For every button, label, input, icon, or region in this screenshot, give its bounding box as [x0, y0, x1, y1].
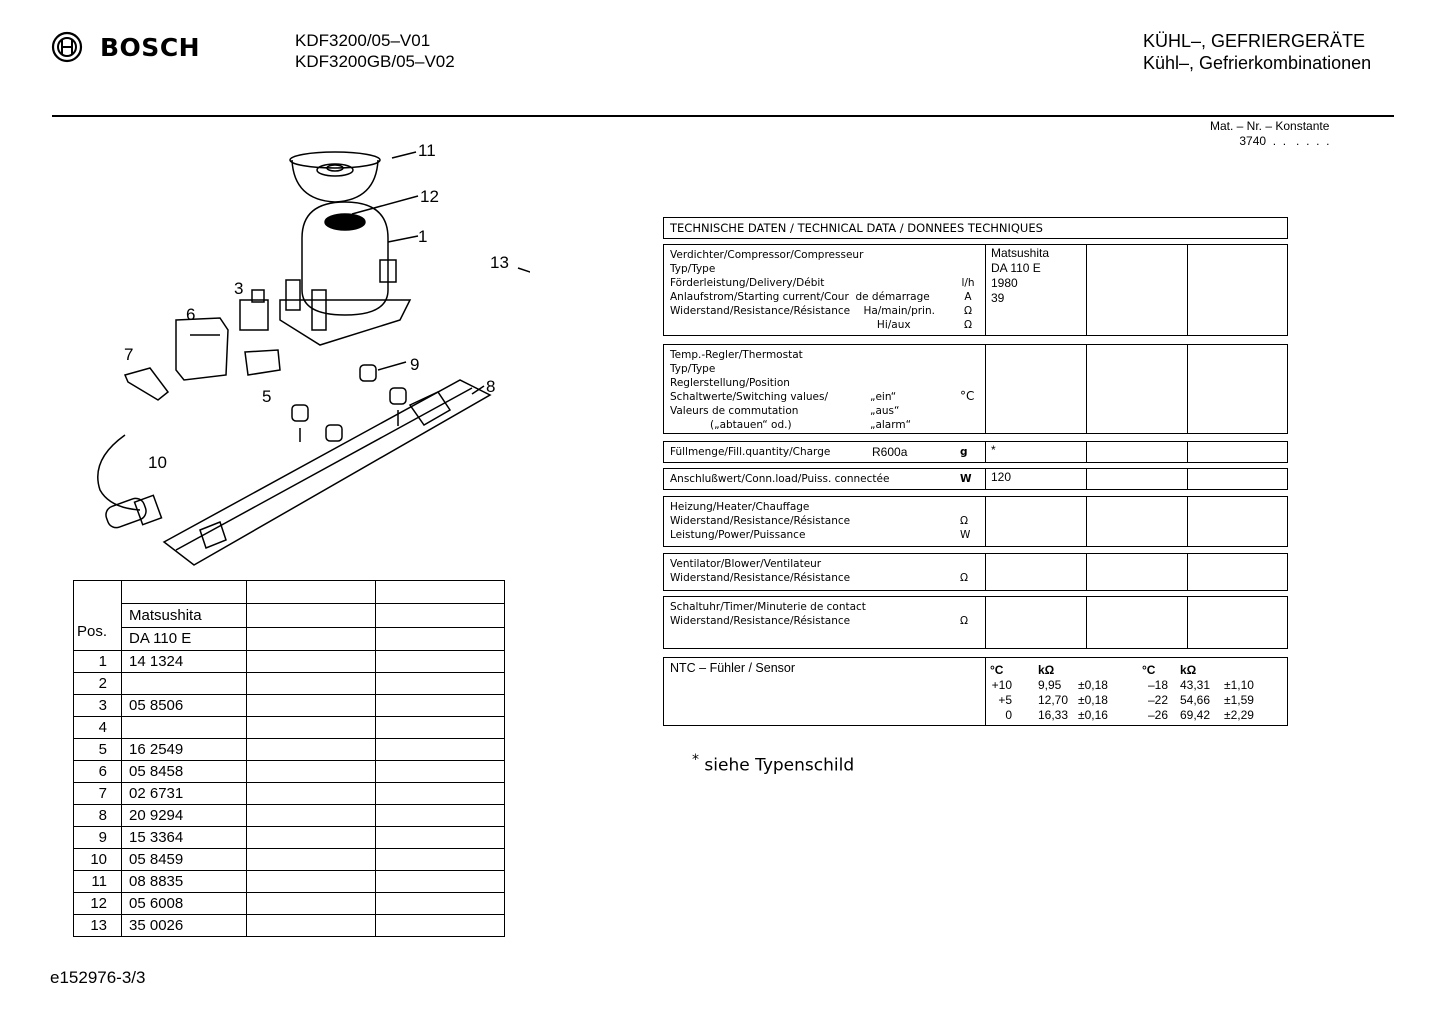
- part-1-compressor: [280, 202, 410, 345]
- pos-header: Pos.: [74, 581, 122, 651]
- table-row: [74, 849, 505, 871]
- table-cell: [122, 581, 247, 604]
- table-row: [74, 717, 505, 739]
- thermostat-states: „ein“ „aus“ „alarm“: [870, 391, 912, 431]
- empty-cell: [1187, 245, 1287, 335]
- connected-load-label: Anschlußwert/Conn.load/Puiss. connectée: [670, 473, 890, 485]
- model-number: KDF3200GB/05–V02: [295, 52, 455, 71]
- part-8-rail: [164, 380, 490, 565]
- part-11-cover: [290, 152, 380, 202]
- ntc-tolerance: ±0,16: [1078, 708, 1108, 722]
- ntc-temperature: 0: [1005, 708, 1012, 722]
- model-numbers: [295, 30, 455, 72]
- ntc-temp-header: °C: [990, 663, 1004, 677]
- blower-labels: Ventilator/Blower/Ventilateur Widerstand/Resistance/Résistance: [670, 558, 851, 584]
- document-id: e152976-3/3: [50, 968, 146, 987]
- part-position: 1: [74, 651, 122, 673]
- table-row: [74, 695, 505, 717]
- table-cell: [376, 783, 505, 805]
- model-number: KDF3200/05–V01: [295, 31, 431, 50]
- header-divider: [52, 115, 1394, 117]
- table-cell: [376, 827, 505, 849]
- part-position: 8: [74, 805, 122, 827]
- table-cell: [247, 893, 376, 915]
- table-cell: [247, 604, 376, 627]
- ntc-resistance-header: kΩ: [1180, 663, 1197, 677]
- ntc-resistance: 9,95: [1038, 678, 1062, 692]
- part-number: 08 8835: [122, 871, 247, 893]
- table-row: [74, 673, 505, 695]
- empty-cell: [985, 597, 1086, 648]
- table-cell: [376, 871, 505, 893]
- callout-1: 1: [418, 227, 428, 246]
- table-cell: [376, 915, 505, 937]
- category-line: KÜHL–, GEFRIERGERÄTE: [1143, 31, 1366, 51]
- table-cell: [247, 871, 376, 893]
- part-number: 14 1324: [122, 651, 247, 673]
- blower-units: Ω: [960, 572, 969, 584]
- table-row: [74, 604, 505, 627]
- part-position: 4: [74, 717, 122, 739]
- empty-cell: [1086, 597, 1187, 648]
- empty-cell: [1187, 442, 1287, 462]
- part-number: 05 8459: [122, 849, 247, 871]
- ntc-tolerance: ±0,18: [1078, 678, 1108, 692]
- callout-11: 11: [418, 141, 436, 160]
- heater-units: Ω W: [960, 515, 971, 541]
- part-3-relay: [240, 290, 268, 330]
- charge-unit: g: [960, 446, 968, 458]
- callout-13: 13: [490, 253, 509, 272]
- bosch-logo-icon: [50, 30, 84, 64]
- compressor-labels: Verdichter/Compressor/Compresseur Typ/Type Förderleistung/Delivery/Débit Anlaufstrom/Starting current/Cour de démarrage Widerstand/Resistance/Résistance Ha/main/prin. Hi/aux: [670, 249, 935, 331]
- thermostat-section: [663, 344, 1288, 434]
- empty-cell: [985, 497, 1086, 546]
- note-text: siehe Typenschild: [704, 755, 855, 776]
- ntc-tolerance: ±1,10: [1224, 678, 1254, 692]
- ntc-temperature: –22: [1147, 693, 1168, 707]
- part-10-sensor: [98, 435, 162, 530]
- supplier-header: Matsushita: [122, 604, 247, 627]
- part-7-clip: [125, 368, 168, 400]
- tech-data-title: TECHNISCHE DATEN / TECHNICAL DATA / DONNEES TECHNIQUES: [663, 217, 1288, 239]
- ntc-resistance: 12,70: [1038, 693, 1069, 707]
- charge-value: *: [985, 442, 1086, 462]
- table-cell: [376, 673, 505, 695]
- ntc-section: [663, 657, 1288, 726]
- blower-section: [663, 553, 1288, 591]
- callout-9: 9: [410, 355, 420, 374]
- part-number: 15 3364: [122, 827, 247, 849]
- ntc-temperature: +5: [998, 693, 1012, 707]
- note-asterisk: *: [692, 752, 699, 768]
- part-position: 5: [74, 739, 122, 761]
- part-number: [122, 673, 247, 695]
- table-row: [74, 627, 505, 650]
- connected-load-unit: W: [960, 473, 972, 485]
- empty-cell: [1086, 469, 1187, 489]
- table-cell: [376, 604, 505, 627]
- matnr-label: Mat. – Nr. – Konstante: [1210, 119, 1330, 133]
- table-cell: [376, 717, 505, 739]
- connected-load-section: [663, 468, 1288, 490]
- empty-cell: [1187, 497, 1287, 546]
- thermostat-unit: °C: [960, 389, 975, 403]
- table-cell: [247, 761, 376, 783]
- refrigerant: R600a: [872, 445, 908, 459]
- part-9-grommets: [292, 365, 406, 442]
- compressor-section: [663, 244, 1288, 336]
- part-number: [122, 717, 247, 739]
- table-cell: [247, 915, 376, 937]
- table-row: [74, 761, 505, 783]
- part-position: 6: [74, 761, 122, 783]
- callout-5: 5: [262, 387, 272, 406]
- timer-units: Ω: [960, 615, 969, 627]
- connected-load-value: 120: [985, 469, 1086, 489]
- ntc-temperature: +10: [991, 678, 1012, 692]
- table-row: [74, 783, 505, 805]
- empty-cell: [1187, 345, 1287, 433]
- empty-cell: [985, 345, 1086, 433]
- part-number: 05 6008: [122, 893, 247, 915]
- empty-cell: [1086, 345, 1187, 433]
- empty-cell: [1086, 554, 1187, 590]
- table-cell: [247, 695, 376, 717]
- ntc-resistance: 54,66: [1180, 693, 1211, 707]
- part-number: 16 2549: [122, 739, 247, 761]
- part-position: 2: [74, 673, 122, 695]
- table-cell: [247, 827, 376, 849]
- category-line: Kühl–, Gefrierkombinationen: [1143, 53, 1372, 73]
- part-position: 10: [74, 849, 122, 871]
- heater-labels: Heizung/Heater/Chauffage Widerstand/Resistance/Résistance Leistung/Power/Puissance: [670, 501, 851, 541]
- table-cell: [247, 805, 376, 827]
- type-header: DA 110 E: [122, 627, 247, 650]
- callout-6: 6: [186, 305, 196, 324]
- material-number: [1210, 119, 1329, 149]
- table-row: [74, 651, 505, 673]
- table-cell: [376, 761, 505, 783]
- empty-cell: [1086, 245, 1187, 335]
- matnr-value: 3740 . . . . . .: [1239, 134, 1330, 148]
- part-position: 7: [74, 783, 122, 805]
- part-position: 13: [74, 915, 122, 937]
- empty-cell: [1086, 442, 1187, 462]
- table-cell: [376, 627, 505, 650]
- table-cell: [376, 805, 505, 827]
- table-cell: [247, 717, 376, 739]
- table-row: [74, 581, 505, 604]
- table-cell: [247, 783, 376, 805]
- ntc-label: NTC – Fühler / Sensor: [670, 661, 796, 675]
- callout-12: 12: [420, 187, 439, 206]
- table-cell: [247, 651, 376, 673]
- heater-section: [663, 496, 1288, 547]
- brand-name: BOSCH: [100, 32, 201, 62]
- ntc-temperature: –18: [1147, 678, 1168, 692]
- part-position: 11: [74, 871, 122, 893]
- thermostat-labels: Temp.-Regler/Thermostat Typ/Type Reglerstellung/Position Schaltwerte/Switching values/ Valeurs de commutation („abtauen“ od.): [670, 349, 829, 431]
- table-cell: [247, 581, 376, 604]
- table-cell: [376, 849, 505, 871]
- callout-8: 8: [486, 377, 496, 396]
- table-row: [74, 893, 505, 915]
- ntc-resistance-header: kΩ: [1038, 663, 1055, 677]
- table-cell: [247, 627, 376, 650]
- timer-section: [663, 596, 1288, 649]
- appliance-category: [1143, 30, 1371, 74]
- empty-cell: [1187, 554, 1287, 590]
- part-number: 35 0026: [122, 915, 247, 937]
- compressor-values: Matsushita DA 110 E 1980 39: [985, 245, 1086, 335]
- table-cell: [247, 739, 376, 761]
- ntc-resistance: 16,33: [1038, 708, 1069, 722]
- empty-cell: [1086, 497, 1187, 546]
- table-cell: [376, 893, 505, 915]
- nameplate-note: [692, 752, 854, 776]
- timer-labels: Schaltuhr/Timer/Minuterie de contact Widerstand/Resistance/Résistance: [670, 601, 866, 627]
- table-cell: [376, 581, 505, 604]
- ntc-resistance: 69,42: [1180, 708, 1211, 722]
- parts-table-body: [74, 651, 505, 937]
- parts-table: [73, 580, 505, 937]
- part-number: 02 6731: [122, 783, 247, 805]
- compressor-units: l/h A Ω Ω: [961, 277, 975, 331]
- ntc-tolerance: ±2,29: [1224, 708, 1254, 722]
- table-cell: [247, 673, 376, 695]
- callout-7: 7: [124, 345, 134, 364]
- brand-header: [50, 30, 200, 64]
- ntc-tolerance: ±0,18: [1078, 693, 1108, 707]
- part-position: 12: [74, 893, 122, 915]
- table-row: [74, 827, 505, 849]
- table-row: [74, 915, 505, 937]
- ntc-resistance: 43,31: [1180, 678, 1211, 692]
- empty-cell: [1187, 597, 1287, 648]
- charge-label: Füllmenge/Fill.quantity/Charge: [670, 446, 831, 458]
- part-number: 05 8506: [122, 695, 247, 717]
- table-cell: [376, 695, 505, 717]
- callout-10: 10: [148, 453, 167, 472]
- table-cell: [376, 739, 505, 761]
- part-6-box: [176, 318, 228, 380]
- ntc-temp-header: °C: [1142, 663, 1156, 677]
- callout-3: 3: [234, 279, 244, 298]
- exploded-parts-drawing: [80, 130, 530, 580]
- part-position: 3: [74, 695, 122, 717]
- part-position: 9: [74, 827, 122, 849]
- ntc-divider: [985, 658, 986, 725]
- ntc-temperature: –26: [1147, 708, 1168, 722]
- ntc-tolerance: ±1,59: [1224, 693, 1254, 707]
- empty-cell: [985, 554, 1086, 590]
- empty-cell: [1187, 469, 1287, 489]
- table-row: [74, 871, 505, 893]
- table-row: [74, 739, 505, 761]
- part-number: 20 9294: [122, 805, 247, 827]
- charge-section: [663, 441, 1288, 463]
- table-cell: [376, 651, 505, 673]
- part-number: 05 8458: [122, 761, 247, 783]
- table-row: [74, 805, 505, 827]
- part-5-overload: [245, 350, 280, 375]
- table-cell: [247, 849, 376, 871]
